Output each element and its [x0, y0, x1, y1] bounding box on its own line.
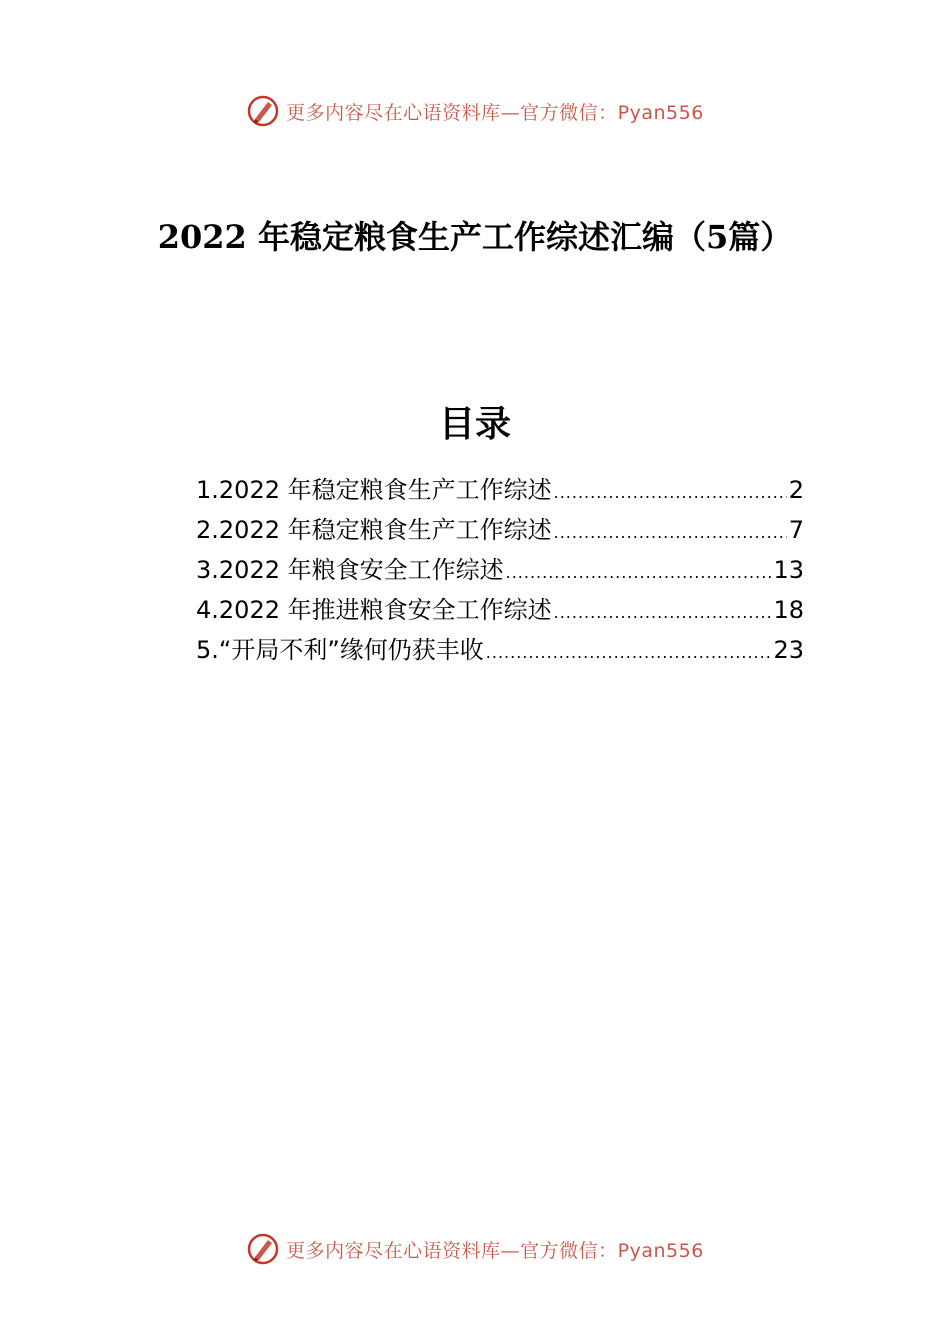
- header-watermark: [0, 94, 950, 128]
- toc-heading: 目录: [438, 403, 511, 445]
- toc-item[interactable]: [196, 550, 804, 590]
- watermark-text: 更多内容尽在心语资料库—官方微信：Pyan556: [286, 101, 704, 124]
- toc-page-number: 18: [773, 596, 804, 624]
- footer-watermark: [0, 1232, 950, 1266]
- toc-dot-leader: [554, 473, 787, 513]
- toc-dot-leader: [486, 633, 772, 673]
- toc-item[interactable]: [196, 470, 804, 510]
- toc-dot-leader: [506, 553, 772, 593]
- wechat-id: Pyan556: [617, 101, 704, 124]
- toc-page-number: 23: [773, 636, 804, 664]
- toc-item-label: 5.“开局不利”缘何仍获丰收: [196, 636, 484, 664]
- watermark-text: 更多内容尽在心语资料库—官方微信：Pyan556: [286, 1239, 704, 1262]
- toc-item[interactable]: [196, 630, 804, 670]
- table-of-contents: [196, 470, 804, 670]
- wechat-id: Pyan556: [617, 1239, 704, 1262]
- toc-dot-leader: [554, 513, 787, 553]
- toc-item-label: 1.2022 年稳定粮食生产工作综述: [196, 476, 552, 504]
- toc-item-label: 2.2022 年稳定粮食生产工作综述: [196, 516, 552, 544]
- toc-item[interactable]: [196, 510, 804, 550]
- toc-page-number: 2: [788, 476, 804, 504]
- document-title: 2022 年稳定粮食生产工作综述汇编（5篇）: [157, 218, 793, 256]
- pen-logo-icon: [246, 94, 280, 128]
- toc-item-label: 4.2022 年推进粮食安全工作综述: [196, 596, 552, 624]
- toc-page-number: 7: [788, 516, 804, 544]
- toc-dot-leader: [554, 593, 772, 633]
- toc-page-number: 13: [773, 556, 804, 584]
- toc-item[interactable]: [196, 590, 804, 630]
- toc-item-label: 3.2022 年粮食安全工作综述: [196, 556, 504, 584]
- pen-logo-icon: [246, 1232, 280, 1266]
